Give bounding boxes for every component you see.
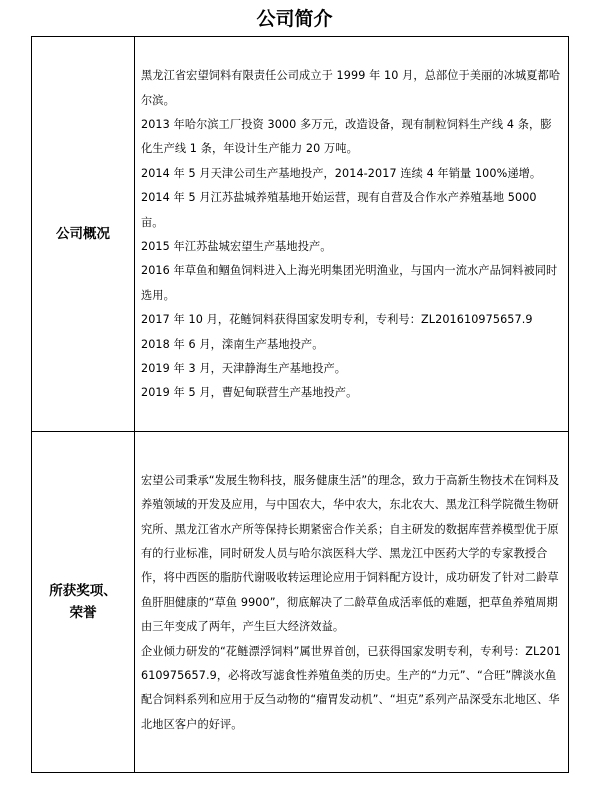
paragraph: 2019 年 3 月，天津静海生产基地投产。 xyxy=(141,362,347,376)
paragraph: 2014 年 5 月天津公司生产基地投产，2014-2017 连续 4 年销量 100%递增。 xyxy=(141,166,542,180)
paragraph: 2014 年 5 月江苏盐城养殖基地开始运营，现有自营及合作水产养殖基地 5000 亩。 xyxy=(141,191,537,229)
row-label: 公司概况 xyxy=(56,226,110,242)
paragraph: 2017 年 10 月，花鲢饲料获得国家发明专利，专利号：ZL201610975657.9 xyxy=(141,313,533,327)
paragraph: 2019 年 5 月，曹妃甸联营生产基地投产。 xyxy=(141,386,358,400)
company-profile-table xyxy=(31,36,569,773)
row-label-cell xyxy=(32,432,135,773)
paragraph: 2016 年草鱼和鲴鱼饲料进入上海光明集团光明渔业，与国内一流水产品饲料被同时选用。 xyxy=(141,264,558,302)
row-label: 所获奖项、 xyxy=(49,583,117,599)
row-label: 荣誉 xyxy=(69,605,97,621)
row-content-cell xyxy=(135,37,569,432)
document-title: 公司简介 xyxy=(256,8,333,30)
paragraph: 2018 年 6 月，滦南生产基地投产。 xyxy=(141,337,324,351)
table-row xyxy=(32,432,569,773)
row-label-cell xyxy=(32,37,135,432)
paragraph: 2013 年哈尔滨工厂投资 3000 多万元，改造设备，现有制粒饲料生产线 4 条，膨化生产线 1 条，年设计生产能力 20 万吨。 xyxy=(141,117,552,156)
row-content-cell xyxy=(135,432,569,773)
paragraph: 2015 年江苏盐城宏望生产基地投产。 xyxy=(141,240,332,253)
table-row xyxy=(32,37,569,432)
paragraph: 企业倾力研发的“花鲢漂浮饲料”属世界首创，已获得国家发明专利，专利号：ZL201610975657.9，必将改写滤食性养殖鱼类的历史。生产的“力元”、“合旺”牌淡水鱼配合饲料系列和应用于反刍动物的“瘤胃发动机”、“坦克”系列产品深受东北地区、华北地区客户的好评。 xyxy=(141,644,562,731)
paragraph: 黑龙江省宏望饲料有限责任公司成立于 1999 年 10 月，总部位于美丽的冰城夏都哈尔滨。 xyxy=(141,69,561,107)
paragraph: 宏望公司秉承“发展生物科技，服务健康生活”的理念，致力于高新生物技术在饲料及养殖领域的开发及应用，与中国农大，华中农大，东北农大、黑龙江科学院微生物研究所、黑龙江省水产所等保持长期紧密合作关系；自主研发的数据库营养模型优于原有的行业标准，同时研发人员与哈尔滨医科大学、黑龙江中医药大学的专家教授合作，将中西医的脂肪代谢吸收转运理论应用于饲料配方设计，成功研发了针对二龄草鱼肝胆健康的“草鱼 9900”，彻底解决了二龄草鱼成活率低的难题，把草鱼养殖周期由三年变成了两年，产生巨大经济效益。 xyxy=(141,473,560,634)
